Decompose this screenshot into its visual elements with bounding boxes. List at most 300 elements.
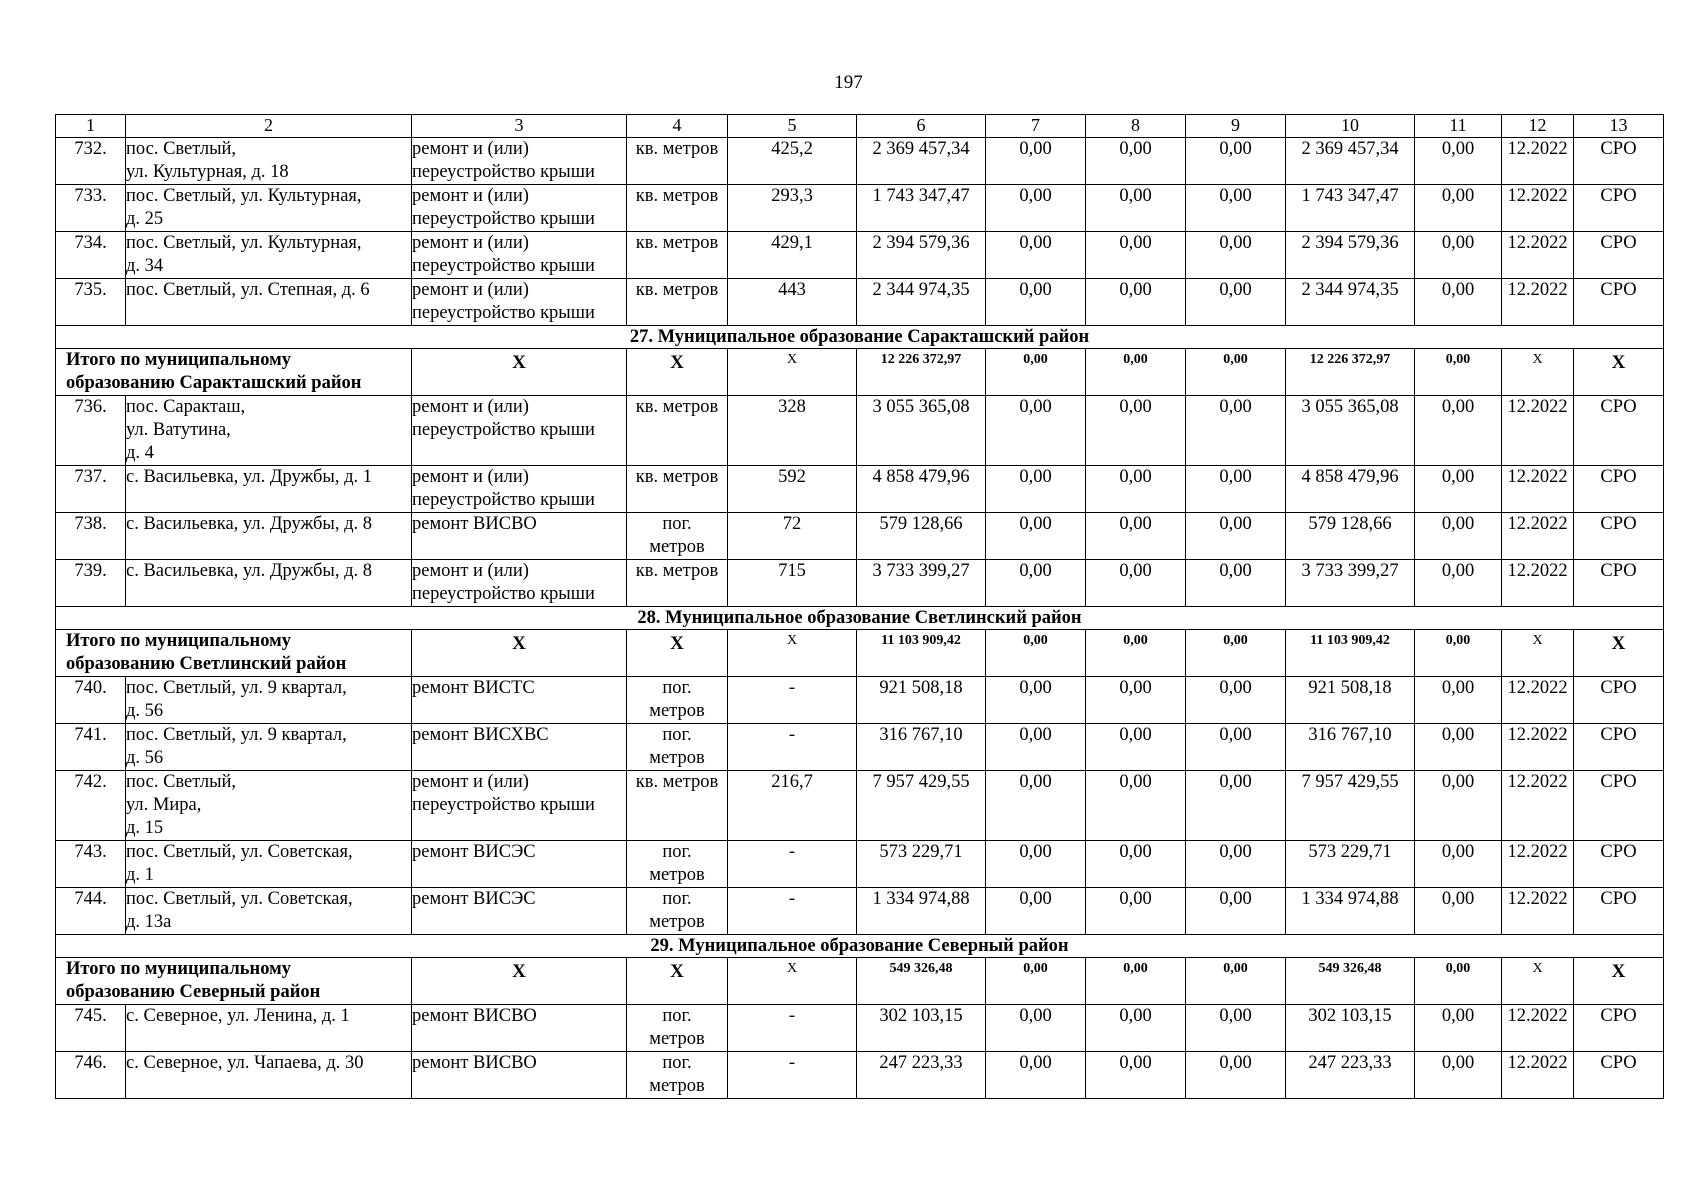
completion-date: 12.2022 (1502, 888, 1574, 935)
fund-value: 0,00 (1186, 724, 1286, 771)
fund-value: 0,00 (1086, 232, 1186, 279)
unit-line: метров (649, 1076, 705, 1096)
unit-line: кв. метров (635, 561, 719, 581)
address-line: с. Васильевка, ул. Дружбы, д. 8 (126, 514, 373, 534)
address (126, 771, 412, 841)
other-funds: 0,00 (1415, 1005, 1502, 1052)
fund-value: 0,00 (986, 677, 1086, 724)
x-mark: X (627, 630, 728, 677)
fund-value: 0,00 (986, 279, 1086, 326)
fund-value: 0,00 (986, 958, 1086, 1005)
fund-value: 0,00 (1086, 466, 1186, 513)
completion-date: 12.2022 (1502, 279, 1574, 326)
subtotal-label-line: Итого по муниципальному (66, 631, 291, 651)
repair-method: СРО (1574, 466, 1664, 513)
section-title: 27. Муниципальное образование Саракташский район (56, 326, 1664, 349)
fund-value: 0,00 (1186, 349, 1286, 396)
work-type-line: ремонт и (или) (412, 397, 529, 417)
total-cost: 2 369 457,34 (857, 138, 986, 185)
address-line: д. 13а (126, 912, 172, 932)
fund-value: 0,00 (986, 396, 1086, 466)
address (126, 1005, 412, 1052)
address-line: д. 56 (126, 701, 164, 721)
address-line: д. 25 (126, 209, 164, 229)
fund-value: 0,00 (1086, 771, 1186, 841)
address (126, 560, 412, 607)
table-row (56, 466, 1664, 513)
work-type (412, 560, 627, 607)
total-cost: 579 128,66 (857, 513, 986, 560)
table-row (56, 232, 1664, 279)
subtotal-row (56, 630, 1664, 677)
owner-funds: 2 394 579,36 (1286, 232, 1415, 279)
column-number: 13 (1574, 115, 1664, 138)
total-cost: 302 103,15 (857, 1005, 986, 1052)
fund-value: 0,00 (1186, 677, 1286, 724)
work-type-line: ремонт и (или) (412, 233, 529, 253)
work-type-line: переустройство крыши (412, 303, 595, 323)
owner-funds: 12 226 372,97 (1286, 349, 1415, 396)
work-type-line: ремонт и (или) (412, 139, 529, 159)
unit-line: пог. (662, 725, 692, 745)
fund-value: 0,00 (1186, 958, 1286, 1005)
work-type-line: ремонт и (или) (412, 467, 529, 487)
work-type (412, 396, 627, 466)
work-type-line: ремонт ВИСВО (412, 1053, 537, 1073)
address-line: д. 56 (126, 748, 164, 768)
repair-method: СРО (1574, 841, 1664, 888)
x-mark: X (728, 349, 857, 396)
quantity: - (728, 841, 857, 888)
quantity: - (728, 888, 857, 935)
quantity: 715 (728, 560, 857, 607)
unit-line: пог. (662, 889, 692, 909)
table-row (56, 1052, 1664, 1099)
fund-value: 0,00 (1086, 349, 1186, 396)
address (126, 888, 412, 935)
address-line: д. 1 (126, 865, 154, 885)
row-number: 740. (56, 677, 126, 724)
address-line: пос. Светлый, ул. Советская, (126, 889, 353, 909)
total-cost: 316 767,10 (857, 724, 986, 771)
table-row (56, 396, 1664, 466)
quantity: - (728, 1052, 857, 1099)
row-number: 736. (56, 396, 126, 466)
repair-method: СРО (1574, 1005, 1664, 1052)
table-row (56, 279, 1664, 326)
unit-line: метров (649, 748, 705, 768)
unit (627, 724, 728, 771)
fund-value: 0,00 (1086, 1005, 1186, 1052)
unit (627, 232, 728, 279)
column-number: 5 (728, 115, 857, 138)
fund-value: 0,00 (1186, 396, 1286, 466)
section-header-row (56, 935, 1664, 958)
total-cost: 1 334 974,88 (857, 888, 986, 935)
unit-line: кв. метров (635, 467, 719, 487)
row-number: 737. (56, 466, 126, 513)
total-cost: 11 103 909,42 (857, 630, 986, 677)
unit (627, 185, 728, 232)
x-mark: X (412, 349, 627, 396)
address (126, 1052, 412, 1099)
completion-date: 12.2022 (1502, 560, 1574, 607)
address-line: пос. Светлый, (126, 772, 237, 792)
work-type-line: ремонт ВИСВО (412, 514, 537, 534)
total-cost: 2 344 974,35 (857, 279, 986, 326)
subtotal-label (56, 958, 412, 1005)
fund-value: 0,00 (1186, 232, 1286, 279)
column-number: 9 (1186, 115, 1286, 138)
x-mark: X (1502, 630, 1574, 677)
other-funds: 0,00 (1415, 630, 1502, 677)
fund-value: 0,00 (986, 513, 1086, 560)
unit (627, 138, 728, 185)
column-number: 2 (126, 115, 412, 138)
address (126, 138, 412, 185)
total-cost: 573 229,71 (857, 841, 986, 888)
column-number: 6 (857, 115, 986, 138)
owner-funds: 573 229,71 (1286, 841, 1415, 888)
unit (627, 513, 728, 560)
other-funds: 0,00 (1415, 888, 1502, 935)
owner-funds: 3 733 399,27 (1286, 560, 1415, 607)
completion-date: 12.2022 (1502, 185, 1574, 232)
unit (627, 1005, 728, 1052)
section-title: 29. Муниципальное образование Северный район (56, 935, 1664, 958)
row-number: 733. (56, 185, 126, 232)
unit-line: метров (649, 537, 705, 557)
subtotal-label-line: Итого по муниципальному (66, 350, 291, 370)
completion-date: 12.2022 (1502, 1052, 1574, 1099)
address-line: пос. Саракташ, (126, 397, 246, 417)
completion-date: 12.2022 (1502, 396, 1574, 466)
completion-date: 12.2022 (1502, 513, 1574, 560)
other-funds: 0,00 (1415, 560, 1502, 607)
address-line: ул. Мира, (126, 795, 202, 815)
completion-date: 12.2022 (1502, 1005, 1574, 1052)
fund-value: 0,00 (1186, 138, 1286, 185)
address (126, 841, 412, 888)
unit-line: кв. метров (635, 772, 719, 792)
unit-line: кв. метров (635, 280, 719, 300)
fund-value: 0,00 (1086, 138, 1186, 185)
row-number: 742. (56, 771, 126, 841)
column-number: 11 (1415, 115, 1502, 138)
unit (627, 279, 728, 326)
total-cost: 247 223,33 (857, 1052, 986, 1099)
unit-line: пог. (662, 1006, 692, 1026)
unit-line: метров (649, 701, 705, 721)
fund-value: 0,00 (1186, 279, 1286, 326)
column-number: 4 (627, 115, 728, 138)
fund-value: 0,00 (1086, 630, 1186, 677)
work-type (412, 513, 627, 560)
address-line: пос. Светлый, ул. 9 квартал, (126, 678, 347, 698)
x-mark: X (627, 958, 728, 1005)
x-mark: X (728, 630, 857, 677)
column-number: 3 (412, 115, 627, 138)
fund-value: 0,00 (1086, 279, 1186, 326)
fund-value: 0,00 (1086, 396, 1186, 466)
repair-method: СРО (1574, 560, 1664, 607)
fund-value: 0,00 (986, 138, 1086, 185)
owner-funds: 302 103,15 (1286, 1005, 1415, 1052)
fund-value: 0,00 (1086, 888, 1186, 935)
section-header-row (56, 607, 1664, 630)
table-row (56, 1005, 1664, 1052)
section-header-row (56, 326, 1664, 349)
address (126, 396, 412, 466)
subtotal-label-line: образованию Северный район (66, 982, 321, 1002)
address-line: д. 4 (126, 443, 154, 463)
unit (627, 1052, 728, 1099)
owner-funds: 2 369 457,34 (1286, 138, 1415, 185)
fund-value: 0,00 (986, 771, 1086, 841)
fund-value: 0,00 (986, 185, 1086, 232)
completion-date: 12.2022 (1502, 841, 1574, 888)
x-mark: X (412, 958, 627, 1005)
table-row (56, 841, 1664, 888)
fund-value: 0,00 (1086, 185, 1186, 232)
completion-date: 12.2022 (1502, 771, 1574, 841)
x-mark: X (1574, 349, 1664, 396)
other-funds: 0,00 (1415, 724, 1502, 771)
unit-line: пог. (662, 678, 692, 698)
column-number: 1 (56, 115, 126, 138)
work-type (412, 1005, 627, 1052)
work-type-line: ремонт ВИСЭС (412, 842, 536, 862)
address-line: пос. Светлый, ул. Культурная, (126, 233, 362, 253)
completion-date: 12.2022 (1502, 232, 1574, 279)
work-type-line: переустройство крыши (412, 490, 595, 510)
total-cost: 921 508,18 (857, 677, 986, 724)
unit-line: пог. (662, 514, 692, 534)
fund-value: 0,00 (1186, 1005, 1286, 1052)
repair-method: СРО (1574, 1052, 1664, 1099)
repair-method: СРО (1574, 513, 1664, 560)
table-row (56, 724, 1664, 771)
fund-value: 0,00 (1186, 888, 1286, 935)
subtotal-label-line: Итого по муниципальному (66, 959, 291, 979)
x-mark: X (627, 349, 728, 396)
row-number: 735. (56, 279, 126, 326)
repair-method: СРО (1574, 771, 1664, 841)
table-row (56, 560, 1664, 607)
quantity: 72 (728, 513, 857, 560)
work-type-line: ремонт и (или) (412, 772, 529, 792)
fund-value: 0,00 (986, 560, 1086, 607)
fund-value: 0,00 (986, 1052, 1086, 1099)
repair-method: СРО (1574, 724, 1664, 771)
quantity: 429,1 (728, 232, 857, 279)
fund-value: 0,00 (986, 724, 1086, 771)
fund-value: 0,00 (986, 232, 1086, 279)
other-funds: 0,00 (1415, 185, 1502, 232)
other-funds: 0,00 (1415, 771, 1502, 841)
column-number: 10 (1286, 115, 1415, 138)
table-row (56, 888, 1664, 935)
quantity: - (728, 724, 857, 771)
address (126, 513, 412, 560)
unit (627, 396, 728, 466)
other-funds: 0,00 (1415, 279, 1502, 326)
work-type (412, 232, 627, 279)
fund-value: 0,00 (1186, 513, 1286, 560)
unit (627, 466, 728, 513)
total-cost: 4 858 479,96 (857, 466, 986, 513)
row-number: 746. (56, 1052, 126, 1099)
address (126, 279, 412, 326)
unit (627, 841, 728, 888)
fund-value: 0,00 (1086, 958, 1186, 1005)
repair-method: СРО (1574, 185, 1664, 232)
work-type (412, 677, 627, 724)
work-type-line: переустройство крыши (412, 162, 595, 182)
owner-funds: 316 767,10 (1286, 724, 1415, 771)
work-type (412, 138, 627, 185)
x-mark: X (412, 630, 627, 677)
address-line: с. Васильевка, ул. Дружбы, д. 8 (126, 561, 373, 581)
quantity: - (728, 1005, 857, 1052)
fund-value: 0,00 (986, 466, 1086, 513)
address-line: с. Северное, ул. Ленина, д. 1 (126, 1006, 350, 1026)
subtotal-row (56, 958, 1664, 1005)
owner-funds: 579 128,66 (1286, 513, 1415, 560)
address-line: пос. Светлый, ул. 9 квартал, (126, 725, 347, 745)
x-mark: X (1574, 630, 1664, 677)
other-funds: 0,00 (1415, 232, 1502, 279)
other-funds: 0,00 (1415, 349, 1502, 396)
work-type-line: ремонт ВИСВО (412, 1006, 537, 1026)
row-number: 745. (56, 1005, 126, 1052)
work-type-line: ремонт и (или) (412, 561, 529, 581)
repair-method: СРО (1574, 138, 1664, 185)
address-line: с. Северное, ул. Чапаева, д. 30 (126, 1053, 364, 1073)
work-type (412, 185, 627, 232)
quantity: 293,3 (728, 185, 857, 232)
unit (627, 677, 728, 724)
quantity: 592 (728, 466, 857, 513)
unit-line: метров (649, 865, 705, 885)
x-mark: X (1574, 958, 1664, 1005)
fund-value: 0,00 (1086, 841, 1186, 888)
work-type-line: ремонт ВИСХВС (412, 725, 549, 745)
owner-funds: 549 326,48 (1286, 958, 1415, 1005)
work-type (412, 888, 627, 935)
completion-date: 12.2022 (1502, 724, 1574, 771)
table-row (56, 513, 1664, 560)
table-row (56, 138, 1664, 185)
fund-value: 0,00 (1086, 560, 1186, 607)
fund-value: 0,00 (1186, 1052, 1286, 1099)
total-cost: 2 394 579,36 (857, 232, 986, 279)
work-type (412, 841, 627, 888)
other-funds: 0,00 (1415, 958, 1502, 1005)
total-cost: 3 733 399,27 (857, 560, 986, 607)
unit-line: пог. (662, 1053, 692, 1073)
column-number: 12 (1502, 115, 1574, 138)
work-type-line: ремонт и (или) (412, 280, 529, 300)
row-number: 739. (56, 560, 126, 607)
column-number-row (56, 115, 1664, 138)
total-cost: 1 743 347,47 (857, 185, 986, 232)
column-number: 8 (1086, 115, 1186, 138)
unit-line: метров (649, 912, 705, 932)
x-mark: X (1502, 349, 1574, 396)
work-type-line: переустройство крыши (412, 795, 595, 815)
total-cost: 549 326,48 (857, 958, 986, 1005)
total-cost: 3 055 365,08 (857, 396, 986, 466)
address-line: д. 34 (126, 256, 164, 276)
address (126, 466, 412, 513)
owner-funds: 7 957 429,55 (1286, 771, 1415, 841)
unit-line: метров (649, 1029, 705, 1049)
repair-method: СРО (1574, 279, 1664, 326)
row-number: 732. (56, 138, 126, 185)
table-row (56, 185, 1664, 232)
address-line: ул. Ватутина, (126, 420, 231, 440)
total-cost: 7 957 429,55 (857, 771, 986, 841)
other-funds: 0,00 (1415, 1052, 1502, 1099)
work-type-line: переустройство крыши (412, 420, 595, 440)
fund-value: 0,00 (986, 349, 1086, 396)
owner-funds: 4 858 479,96 (1286, 466, 1415, 513)
owner-funds: 921 508,18 (1286, 677, 1415, 724)
other-funds: 0,00 (1415, 841, 1502, 888)
subtotal-label (56, 630, 412, 677)
work-type-line: ремонт ВИСТС (412, 678, 535, 698)
work-type (412, 1052, 627, 1099)
fund-value: 0,00 (1086, 513, 1186, 560)
row-number: 734. (56, 232, 126, 279)
unit-line: кв. метров (635, 186, 719, 206)
address (126, 185, 412, 232)
unit-line: кв. метров (635, 397, 719, 417)
subtotal-label (56, 349, 412, 396)
completion-date: 12.2022 (1502, 677, 1574, 724)
unit-line: пог. (662, 842, 692, 862)
fund-value: 0,00 (1186, 560, 1286, 607)
owner-funds: 3 055 365,08 (1286, 396, 1415, 466)
other-funds: 0,00 (1415, 513, 1502, 560)
fund-value: 0,00 (1086, 1052, 1186, 1099)
fund-value: 0,00 (1186, 771, 1286, 841)
x-mark: X (728, 958, 857, 1005)
work-type-line: переустройство крыши (412, 209, 595, 229)
repair-method: СРО (1574, 677, 1664, 724)
fund-value: 0,00 (1186, 630, 1286, 677)
table-row (56, 677, 1664, 724)
subtotal-row (56, 349, 1664, 396)
fund-value: 0,00 (986, 630, 1086, 677)
fund-value: 0,00 (1186, 841, 1286, 888)
subtotal-label-line: образованию Светлинский район (66, 654, 347, 674)
owner-funds: 1 743 347,47 (1286, 185, 1415, 232)
completion-date: 12.2022 (1502, 138, 1574, 185)
unit (627, 560, 728, 607)
address (126, 724, 412, 771)
row-number: 744. (56, 888, 126, 935)
address-line: пос. Светлый, (126, 139, 237, 159)
owner-funds: 1 334 974,88 (1286, 888, 1415, 935)
quantity: 216,7 (728, 771, 857, 841)
table-row (56, 771, 1664, 841)
address-line: пос. Светлый, ул. Советская, (126, 842, 353, 862)
column-number: 7 (986, 115, 1086, 138)
address-line: ул. Культурная, д. 18 (126, 162, 289, 182)
other-funds: 0,00 (1415, 466, 1502, 513)
